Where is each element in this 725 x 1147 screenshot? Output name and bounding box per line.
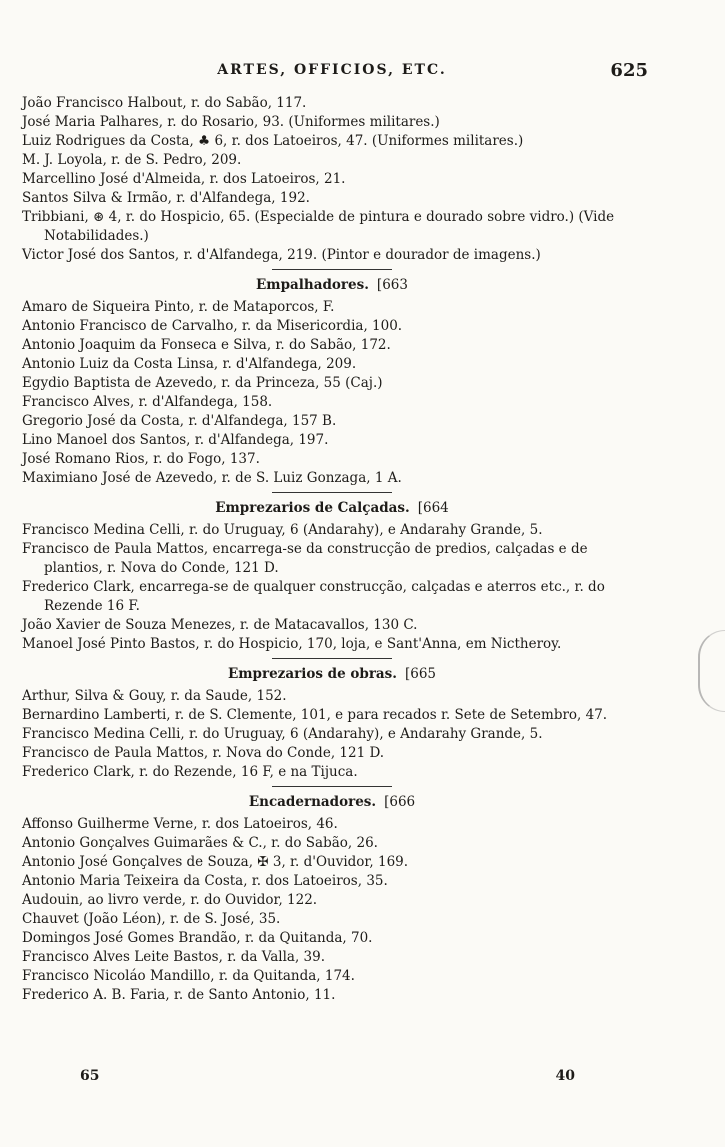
section-title [22, 793, 642, 811]
directory-entry: Amaro de Siqueira Pinto, r. de Mataporcos, F. [22, 299, 335, 315]
section-divider [272, 492, 392, 493]
section-title-text: Empalhadores. [256, 277, 369, 293]
directory-entry: Maximiano José de Azevedo, r. de S. Luiz Gonzaga, 1 A. [22, 470, 402, 486]
signature-mark-right: 40 [555, 1068, 575, 1084]
directory-section [22, 786, 642, 1005]
directory-entry: Antonio José Gonçalves de Souza, ✠ 3, r. d'Ouvidor, 169. [22, 854, 409, 870]
section-title-text: Emprezarios de obras. [227, 666, 397, 682]
running-head: ARTES, OFFICIOS, ETC. [217, 62, 447, 78]
directory-entry: José Romano Rios, r. do Fogo, 137. [22, 451, 260, 467]
directory-entry: Arthur, Silva & Gouy, r. da Saude, 152. [22, 688, 287, 704]
directory-entry: João Francisco Halbout, r. do Sabão, 117. [22, 95, 307, 111]
directory-entry: Francisco de Paula Mattos, encarrega-se da construcção de predios, calçadas e de plantios, r. Nova do Conde, 121 D. [22, 541, 588, 576]
directory-entry: João Xavier de Souza Menezes, r. de Matacavallos, 130 C. [22, 617, 418, 633]
signature-mark-left: 65 [80, 1068, 100, 1084]
directory-entry: Victor José dos Santos, r. d'Alfandega, 219. (Pintor e dourador de imagens.) [22, 247, 541, 263]
directory-entry: Francisco Medina Celli, r. do Uruguay, 6 (Andarahy), e Andarahy Grande, 5. [22, 522, 543, 538]
directory-entry: Francisco Alves Leite Bastos, r. da Valla, 39. [22, 949, 326, 965]
section-number: [663 [376, 277, 408, 293]
directory-entry: Frederico A. B. Faria, r. de Santo Antonio, 11. [22, 987, 336, 1003]
directory-entry: Antonio Luiz da Costa Linsa, r. d'Alfandega, 209. [22, 356, 357, 372]
section-number: [666 [384, 794, 416, 810]
directory-entry: Francisco Nicoláo Mandillo, r. da Quitanda, 174. [22, 968, 355, 984]
directory-page [22, 60, 648, 1005]
section-title [22, 499, 642, 517]
directory-entry: Tribbiani, ⊛ 4, r. do Hospicio, 65. (Especialde de pintura e dourado sobre vidro.) (Vide Notabilidades.) [22, 209, 615, 244]
directory-entry: Chauvet (João Léon), r. de S. José, 35. [22, 911, 281, 927]
section-title-text: Emprezarios de Calçadas. [215, 500, 410, 516]
section-title [22, 276, 642, 294]
section-divider [272, 786, 392, 787]
directory-entry: Luiz Rodrigues da Costa, ♣ 6, r. dos Latoeiros, 47. (Uniformes militares.) [22, 133, 524, 149]
directory-entry: Francisco Medina Celli, r. do Uruguay, 6 (Andarahy), e Andarahy Grande, 5. [22, 726, 543, 742]
directory-entry: Francisco Alves, r. d'Alfandega, 158. [22, 394, 273, 410]
section-divider [272, 658, 392, 659]
directory-entry: Egydio Baptista de Azevedo, r. da Princeza, 55 (Caj.) [22, 375, 383, 391]
section-number: [664 [417, 500, 449, 516]
directory-entry: Bernardino Lamberti, r. de S. Clemente, 101, e para recados r. Sete de Setembro, 47. [22, 707, 608, 723]
directory-entry: Domingos José Gomes Brandão, r. da Quitanda, 70. [22, 930, 373, 946]
page-header [22, 60, 648, 88]
directory-entry: José Maria Palhares, r. do Rosario, 93. (Uniformes militares.) [22, 114, 440, 130]
directory-entry: Frederico Clark, encarrega-se de qualquer construcção, calçadas e aterros etc., r. do Rezende 16 F. [22, 579, 605, 614]
section-number: [665 [404, 666, 437, 682]
directory-entry: Manoel José Pinto Bastos, r. do Hospicio, 170, loja, e Sant'Anna, em Nictheroy. [22, 636, 562, 652]
binding-edge-mark [698, 630, 725, 712]
directory-entry: Santos Silva & Irmão, r. d'Alfandega, 192. [22, 190, 310, 206]
directory-entry: Francisco de Paula Mattos, r. Nova do Conde, 121 D. [22, 745, 385, 761]
directory-entry: Antonio Francisco de Carvalho, r. da Misericordia, 100. [22, 318, 403, 334]
directory-entry: Antonio Maria Teixeira da Costa, r. dos Latoeiros, 35. [22, 873, 388, 889]
directory-entry: Antonio Joaquim da Fonseca e Silva, r. do Sabão, 172. [22, 337, 391, 353]
page-number: 625 [610, 60, 648, 81]
directory-entry: Affonso Guilherme Verne, r. dos Latoeiros, 46. [22, 816, 338, 832]
section-title [22, 665, 642, 683]
directory-entry: Gregorio José da Costa, r. d'Alfandega, 157 B. [22, 413, 337, 429]
directory-entry: Antonio Gonçalves Guimarães & C., r. do Sabão, 26. [22, 835, 378, 851]
directory-section [22, 269, 642, 488]
directory-section [22, 658, 642, 782]
directory-entry: M. J. Loyola, r. de S. Pedro, 209. [22, 152, 242, 168]
page-footer [80, 1068, 575, 1084]
directory-section [22, 492, 642, 654]
sections-container [22, 94, 642, 1005]
directory-entry: Frederico Clark, r. do Rezende, 16 F, e na Tijuca. [22, 764, 358, 780]
section-divider [272, 269, 392, 270]
directory-entry: Audouin, ao livro verde, r. do Ouvidor, 122. [22, 892, 318, 908]
directory-section [22, 94, 642, 265]
directory-entry: Marcellino José d'Almeida, r. dos Latoeiros, 21. [22, 171, 346, 187]
section-title-text: Encadernadores. [248, 794, 377, 810]
directory-entry: Lino Manoel dos Santos, r. d'Alfandega, 197. [22, 432, 329, 448]
